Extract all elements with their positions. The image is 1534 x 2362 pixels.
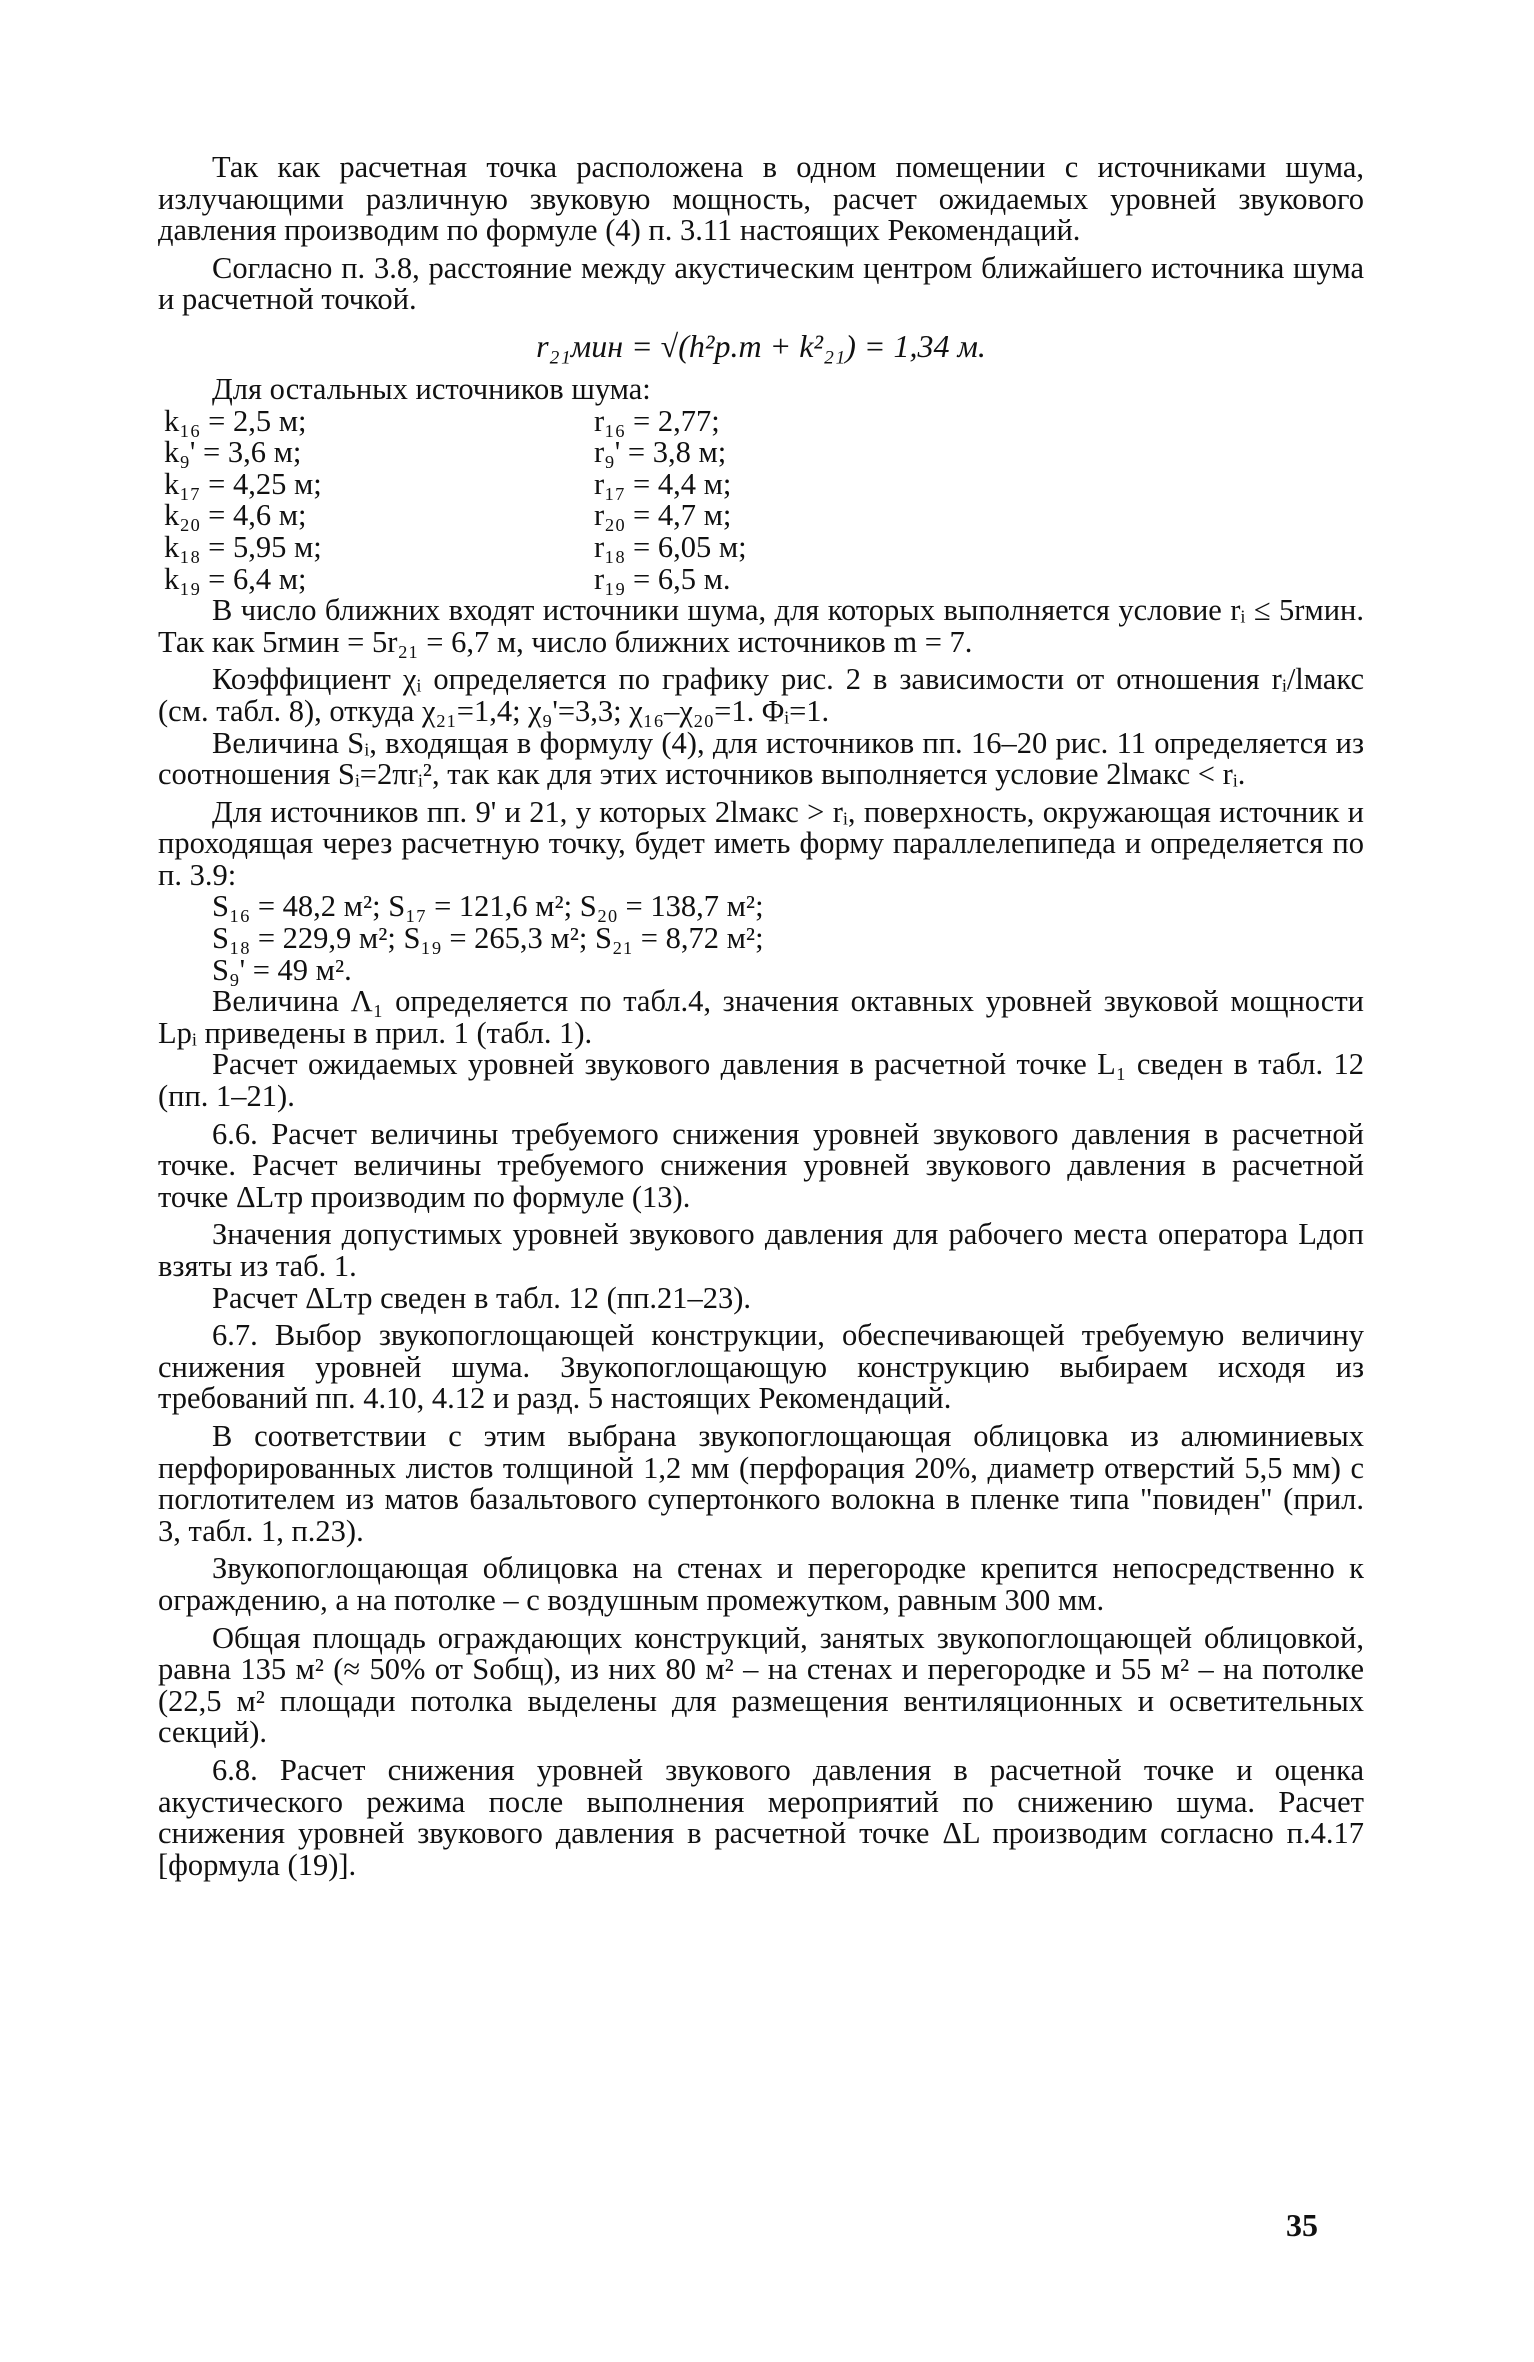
r-value: r₂₀ = 4,7 м;	[594, 498, 732, 533]
paragraph-10: 6.6. Расчет величины требуемого снижения уровней звукового давления в расчетной точке. Расчет величины требуемого снижения уровней звукового давления в расчетной точке ΔLтр производим по формуле (13).	[158, 1116, 1364, 1214]
surface-line-3: S₉' = 49 м².	[212, 952, 352, 987]
r-value: r₉' = 3,8 м;	[594, 435, 727, 470]
r-value: r₁₆ = 2,77;	[594, 403, 720, 438]
paragraph-1: Так как расчетная точка расположена в одном помещении с источниками шума, излучающими различную звуковую мощность, расчет ожидаемых уровней звукового давления производим по формуле (4) п. 3.11 настоящих Рекомендаций.	[158, 150, 1364, 248]
paragraph-6: Величина Sᵢ, входящая в формулу (4), для источников пп. 16–20 рис. 11 определяется из соотношения Sᵢ=2πrᵢ², так как для этих источников выполняется условие 2lмакс < rᵢ.	[158, 725, 1364, 792]
paragraph-13: 6.7. Выбор звукопоглощающей конструкции, обеспечивающей требуемую величину снижения уровней шума. Звукопоглощающую конструкцию выбираем исходя из требований пп. 4.10, 4.12 и разд. 5 настоящих Рекомендаций.	[158, 1318, 1364, 1416]
surface-line-2: S₁₈ = 229,9 м²; S₁₉ = 265,3 м²; S₂₁ = 8,72 м²;	[212, 921, 764, 956]
paragraph-12: Расчет ΔLтр сведен в табл. 12 (пп.21–23).	[212, 1280, 752, 1315]
surface-line-1: S₁₆ = 48,2 м²; S₁₇ = 121,6 м²; S₂₀ = 138,7 м²;	[212, 889, 764, 924]
paragraph-17: 6.8. Расчет снижения уровней звукового давления в расчетной точке и оценка акустического режима после выполнения мероприятий по снижению шума. Расчет снижения уровней звукового давления в расчетной точке ΔL производим согласно п.4.17 [формула (19)].	[158, 1752, 1364, 1882]
body-text	[158, 152, 1364, 1881]
page-number: 35	[1286, 2207, 1318, 2243]
paragraph-9: Расчет ожидаемых уровней звукового давления в расчетной точке L₁ сведен в табл. 12 (пп. 1–21).	[158, 1047, 1364, 1114]
paragraph-15: Звукопоглощающая облицовка на стенах и перегородке крепится непосредственно к ограждению, а на потолке – с воздушным промежутком, равным 300 мм.	[158, 1551, 1364, 1617]
k-value: k₁₉ = 6,4 м;	[164, 561, 307, 596]
r-value: r₁₈ = 6,05 м;	[594, 529, 747, 564]
k-value: k₁₇ = 4,25 м;	[164, 466, 322, 501]
k-value: k₁₈ = 5,95 м;	[164, 529, 322, 564]
paragraph-5: Коэффициент χᵢ определяется по графику рис. 2 в зависимости от отношения rᵢ/lмакс (см. табл. 8), откуда χ₂₁=1,4; χ₉'=3,3; χ₁₆–χ₂₀=1. Φᵢ=1.	[158, 662, 1364, 728]
formula-r21: r₂₁мин = √(h²р.т + k²₂₁) = 1,34 м.	[536, 327, 986, 364]
paragraph-8: Величина Λ₁ определяется по табл.4, значения октавных уровней звуковой мощности Lpᵢ приведены в прил. 1 (табл. 1).	[158, 984, 1364, 1050]
paragraph-4: В число ближних входят источники шума, для которых выполняется условие rᵢ ≤ 5rмин. Так как 5rмин = 5r₂₁ = 6,7 м, число ближних источников m = 7.	[158, 593, 1364, 659]
k-value: k₁₆ = 2,5 м;	[164, 403, 307, 438]
paragraph-16: Общая площадь ограждающих конструкций, занятых звукопоглощающей облицовкой, равна 135 м² (≈ 50% от Sобщ), из них 80 м² – на стенах и перегородке и 55 м² – на потолке (22,5 м² площади потолка выделены для размещения вентиляционных и осветительных секций).	[158, 1620, 1364, 1750]
distance-list	[164, 403, 1364, 596]
k-value: k₂₀ = 4,6 м;	[164, 498, 307, 533]
paragraph-14: В соответствии с этим выбрана звукопоглощающая облицовка из алюминиевых перфорированных листов толщиной 1,2 мм (перфорация 20%, диаметр отверстий 5,5 мм) с поглотителем из матов базальтового супертонкого волокна в пленке типа "повиден" (прил. 3, табл. 1, п.23).	[158, 1418, 1364, 1548]
paragraph-3: Для остальных источников шума:	[212, 371, 651, 406]
paragraph-11: Значения допустимых уровней звукового давления для рабочего места оператора Lдоп взяты из таб. 1.	[158, 1217, 1364, 1283]
r-value: r₁₉ = 6,5 м.	[594, 561, 731, 596]
paragraph-7: Для источников пп. 9' и 21, у которых 2lмакс > rᵢ, поверхность, окружающая источник и проходящая через расчетную точку, будет иметь форму параллелепипеда и определяется по п. 3.9:	[158, 794, 1364, 892]
r-value: r₁₇ = 4,4 м;	[594, 466, 732, 501]
paragraph-2: Согласно п. 3.8, расстояние между акустическим центром ближайшего источника шума и расчетной точкой.	[158, 250, 1364, 317]
k-value: k₉' = 3,6 м;	[164, 435, 302, 470]
